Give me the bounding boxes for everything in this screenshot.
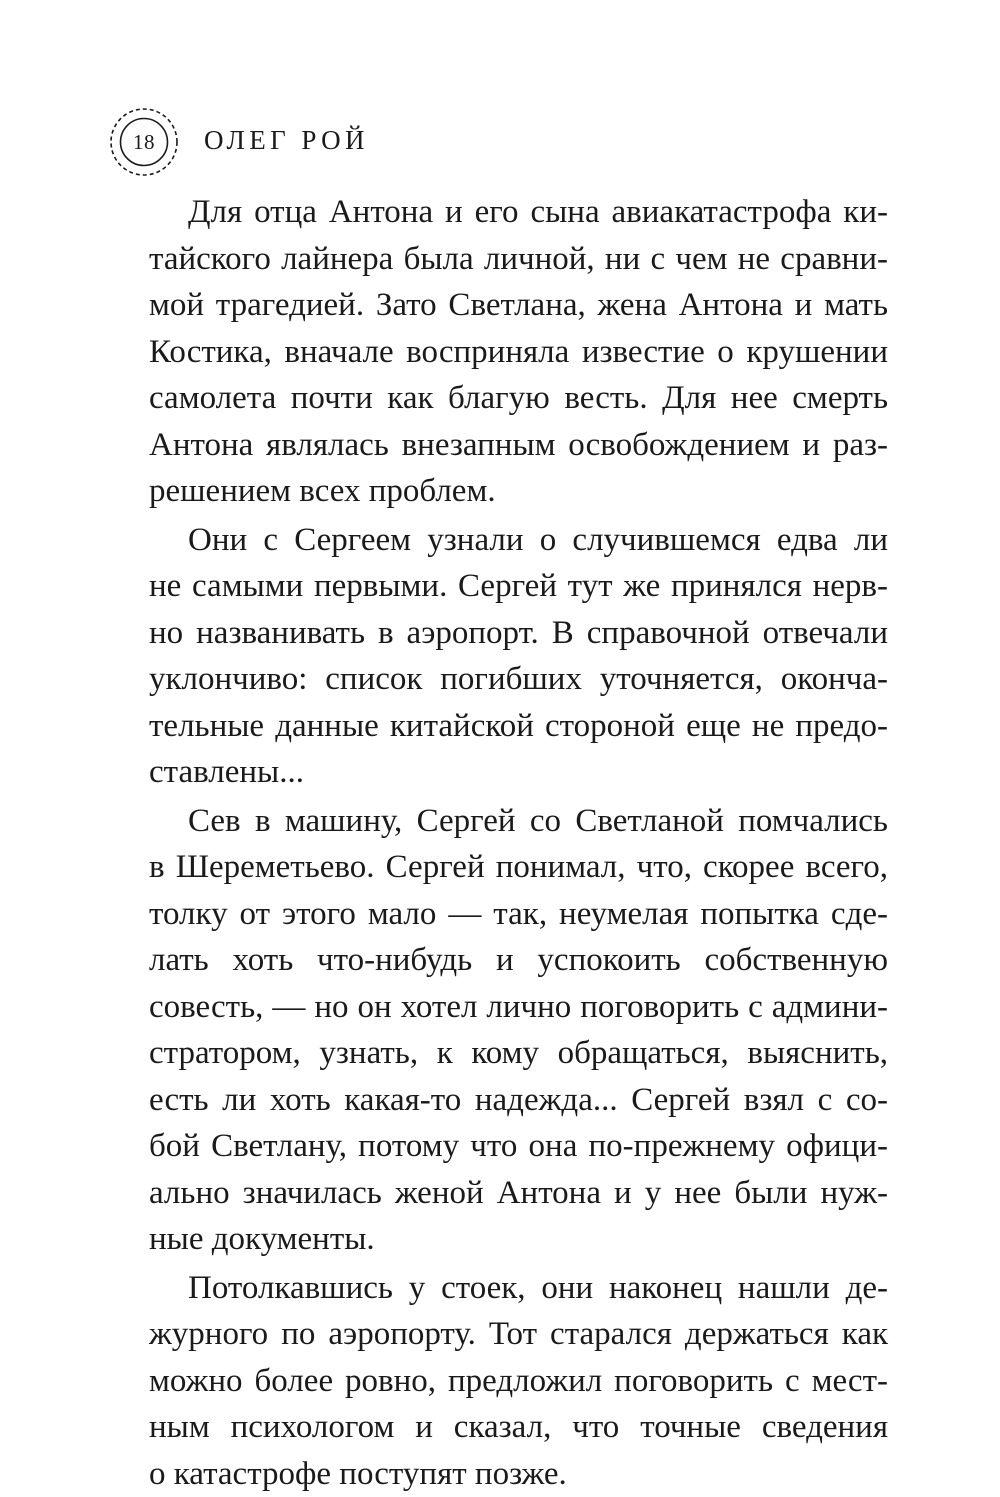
text-line: в Шереметьево. Сергей понимал, что, скорее всего, [149, 844, 888, 891]
text-line: журного по аэропорту. Тот старался держаться как [149, 1311, 888, 1358]
text-line: бой Светлану, потому что она по-прежнему офици- [149, 1123, 888, 1170]
text-line: Сев в машину, Сергей со Светланой помчались [149, 798, 888, 845]
text-line: можно более ровно, предложил поговорить с мест- [149, 1358, 888, 1405]
text-line: Антона являлась внезапным освобождением и раз- [149, 422, 888, 469]
text-line: стратором, узнать, к кому обращаться, выяснить, [149, 1030, 888, 1077]
text-line: не самыми первыми. Сергей тут же принялся нерв- [149, 563, 888, 610]
paragraph [149, 517, 888, 796]
text-line: лать хоть что-нибудь и успокоить собственную [149, 937, 888, 984]
text-line: есть ли хоть какая-то надежда... Сергей взял с со- [149, 1077, 888, 1124]
text-line: Потолкавшись у стоек, они наконец нашли де- [149, 1265, 888, 1312]
text-line: тельные данные китайской стороной еще не предо- [149, 703, 888, 750]
text-line: Для отца Антона и его сына авиакатастрофа ки- [149, 189, 888, 236]
text-line: решением всех проблем. [149, 468, 888, 515]
running-head-author: ОЛЕГ РОЙ [204, 124, 369, 156]
text-line: совесть, — но он хотел лично поговорить с админи- [149, 984, 888, 1031]
text-line: ные документы. [149, 1216, 888, 1263]
text-line: ставлены... [149, 749, 888, 796]
text-line: Они с Сергеем узнали о случившемся едва ли [149, 517, 888, 564]
text-line: о катастрофе поступят позже. [149, 1451, 888, 1497]
text-line: ным психологом и сказал, что точные сведения [149, 1404, 888, 1451]
page-number-badge [109, 107, 179, 177]
text-line: самолета почти как благую весть. Для нее смерть [149, 375, 888, 422]
paragraph [149, 1265, 888, 1497]
page-number: 18 [109, 107, 179, 177]
body-text [149, 189, 888, 1497]
text-line: ально значилась женой Антона и у нее были нуж- [149, 1170, 888, 1217]
text-line: но названивать в аэропорт. В справочной отвечали [149, 610, 888, 657]
paragraph [149, 189, 888, 515]
text-line: уклончиво: список погибших уточняется, оконча- [149, 656, 888, 703]
paragraph [149, 798, 888, 1263]
text-line: мой трагедией. Зато Светлана, жена Антона и мать [149, 282, 888, 329]
text-line: тайского лайнера была личной, ни с чем не сравни- [149, 236, 888, 283]
text-line: толку от этого мало — так, неумелая попытка сде- [149, 891, 888, 938]
text-line: Костика, вначале восприняла известие о крушении [149, 329, 888, 376]
